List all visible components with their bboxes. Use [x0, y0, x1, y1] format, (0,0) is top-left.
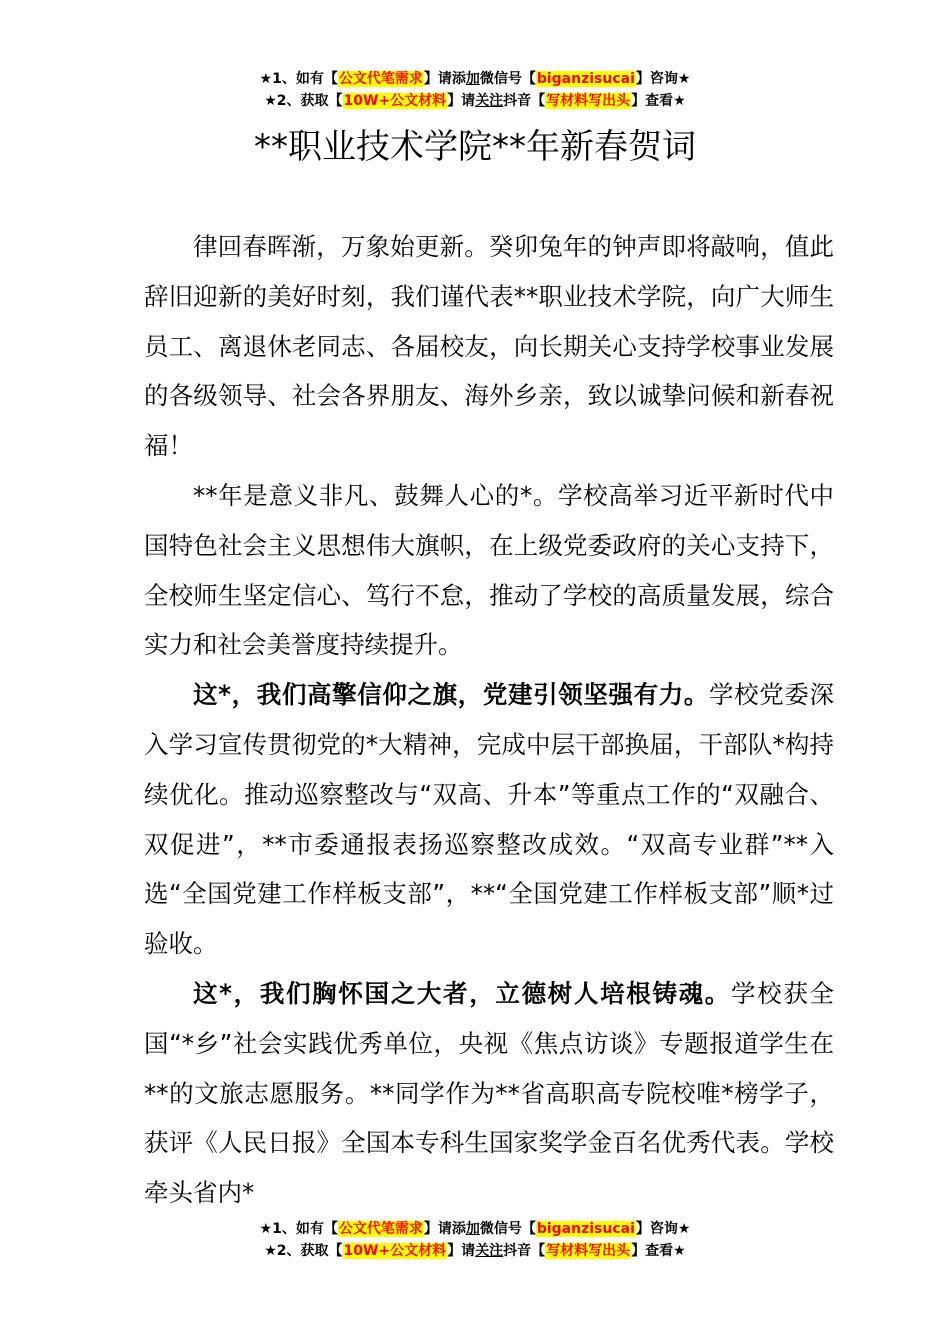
- footer-promo-banner: [0, 1218, 950, 1262]
- promo-line-2-prefix: ★2、获取【: [264, 93, 343, 109]
- promo-line-2-suffix: 】查看★: [631, 93, 686, 109]
- footer-promo-highlight-douyin-account: 写材料写出头: [546, 1243, 631, 1259]
- promo-highlight-wechat-id: biganzisucai: [536, 71, 635, 87]
- paragraph-year-review: **年是意义非凡、鼓舞人心的*。学校高举习近平新时代中国特色社会主义思想伟大旗帜，在上级党委政府的关心支持下，全校师生坚定信心、笃行不怠，推动了学校的高质量发展，综合实力和社会美誉度持续提升。: [144, 480, 834, 660]
- paragraph-party-building-heading: 这*，我们高擎信仰之旗，党建引领坚强有力。: [193, 680, 709, 710]
- footer-promo-line-1-mid-2: 微信号【: [479, 1221, 536, 1237]
- footer-promo-line-2-suffix: 】查看★: [631, 1243, 686, 1259]
- footer-promo-highlight-wechat-id: biganzisucai: [536, 1221, 635, 1237]
- promo-line-2-emphasis: 关注: [475, 93, 504, 109]
- footer-promo-line-1-mid: 】请添: [423, 1221, 466, 1237]
- document-title: **职业技术学院**年新春贺词: [254, 127, 696, 167]
- paragraph-party-building-text: 学校党委深入学习宣传贯彻党的*大精神，完成中层干部换届，干部队*构持续优化。推动巡察整改与“双高、升本”等重点工作的“双融合、双促进”，**市委通报表扬巡察整改成效。“双高专业群”**入选“全国党建工作样板支部”，**“全国党建工作样板支部”顺*过验收。: [144, 680, 835, 959]
- promo-line-1: [0, 68, 950, 90]
- paragraph-party-building: [144, 670, 834, 969]
- promo-highlight-douyin-account: 写材料写出头: [546, 93, 631, 109]
- paragraph-moral-education-heading: 这*，我们胸怀国之大者，立德树人培根铸魂。: [193, 978, 731, 1008]
- footer-promo-line-2-mid-2: 抖音【: [503, 1243, 546, 1259]
- promo-line-2-mid-2: 抖音【: [503, 93, 546, 109]
- paragraph-moral-education: [144, 969, 834, 1218]
- footer-promo-line-2-emphasis: 关注: [475, 1243, 504, 1259]
- document-body: [144, 222, 834, 1218]
- promo-line-1-mid-2: 微信号【: [479, 71, 536, 87]
- footer-promo-line-2-mid: 】请: [447, 1243, 476, 1259]
- promo-highlight-materials: 10W+公文材料: [343, 93, 447, 109]
- promo-line-1-suffix: 】咨询★: [635, 71, 691, 87]
- promo-line-2: [0, 90, 950, 112]
- footer-promo-line-1-suffix: 】咨询★: [635, 1221, 691, 1237]
- footer-promo-line-1-emphasis: 加: [465, 1221, 480, 1237]
- promo-line-1-prefix: ★1、如有【: [259, 71, 338, 87]
- footer-promo-highlight-materials: 10W+公文材料: [343, 1243, 447, 1259]
- footer-promo-line-1: [0, 1218, 950, 1240]
- header-promo-banner: [0, 68, 950, 112]
- promo-line-1-emphasis: 加: [465, 71, 480, 87]
- footer-promo-line-2-prefix: ★2、获取【: [264, 1243, 343, 1259]
- footer-promo-line-2: [0, 1240, 950, 1262]
- promo-line-2-mid: 】请: [447, 93, 476, 109]
- footer-promo-line-1-prefix: ★1、如有【: [259, 1221, 338, 1237]
- paragraph-greeting: 律回春晖渐，万象始更新。癸卯兔年的钟声即将敲响，值此辞旧迎新的美好时刻，我们谨代表**职业技术学院，向广大师生员工、离退休老同志、各届校友，向长期关心支持学校事业发展的各级领导、社会各界朋友、海外乡亲，致以诚挚问候和新春祝福！: [144, 232, 834, 461]
- paragraph-moral-education-text: 学校获全国“*乡”社会实践优秀单位，央视《焦点访谈》专题报道学生在**的文旅志愿服务。**同学作为**省高职高专院校唯*榜学子，获评《人民日报》全国本专科生国家奖学金百名优秀代表。学校牵头省内*: [144, 978, 835, 1208]
- promo-highlight-writing-service: 公文代笔需求: [338, 71, 423, 87]
- promo-line-1-mid: 】请添: [423, 71, 466, 87]
- footer-promo-highlight-writing-service: 公文代笔需求: [338, 1221, 423, 1237]
